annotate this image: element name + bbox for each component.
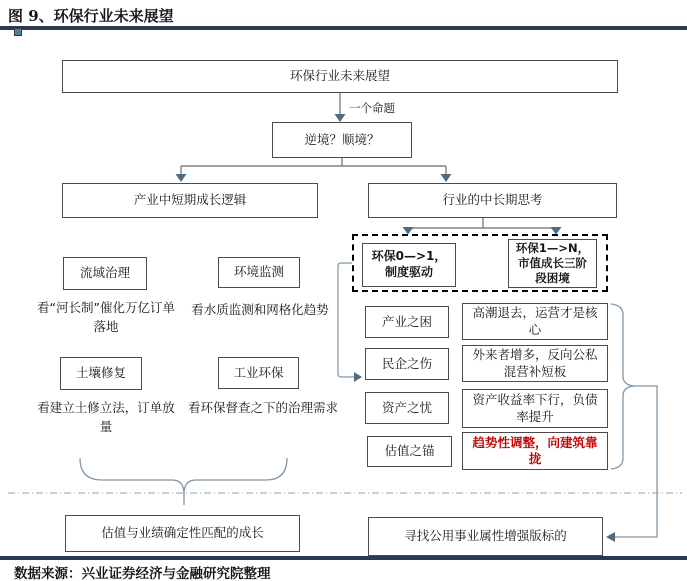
root-box: 环保行业未来展望 [62, 60, 618, 93]
left-item-desc-3: 看环保督查之下的治理需求 [188, 400, 339, 415]
footer-rule [0, 556, 687, 560]
left-item-box-3: 工业环保 [218, 357, 299, 389]
left-item-box-0: 流域治理 [63, 257, 147, 290]
left-item-box-1: 环境监测 [218, 257, 300, 288]
row-desc-2: 资产收益率下行，负债率提升 [462, 389, 608, 428]
row-label-1: 民企之伤 [365, 348, 449, 380]
left-item-desc-0: 看“河长制”催化万亿订单落地 [37, 300, 175, 335]
header-rule [0, 26, 687, 30]
teal-square-marker [14, 28, 22, 36]
row-desc-3: 趋势性调整，向建筑靠拢 [462, 432, 608, 470]
row-label-2: 资产之忧 [365, 392, 449, 424]
left-branch-title-box: 产业中短期成长逻辑 [62, 183, 318, 218]
edge-label: 一个命题 [349, 101, 395, 115]
row-label-0: 产业之困 [365, 306, 449, 338]
left-item-desc-2: 看建立土修立法，订单放量 [37, 400, 175, 435]
left-item-box-2: 土壤修复 [60, 357, 142, 390]
left-conclusion-box: 估值与业绩确定性匹配的成长 [65, 515, 300, 552]
row-desc-0: 高潮退去，运营才是核心 [462, 303, 608, 340]
data-source: 数据来源：兴业证券经济与金融研究院整理 [14, 566, 271, 581]
row-label-3: 估值之锚 [367, 436, 452, 467]
right-conclusion-box: 寻找公用事业属性增强版标的 [368, 517, 603, 556]
row-desc-1: 外来者增多，反向公私混营补短板 [462, 345, 608, 382]
stage-box-1: 环保1—>N，市值成长三阶段困境 [508, 239, 597, 288]
left-item-desc-1: 看水质监测和网格化趋势 [191, 302, 329, 317]
right-branch-title-box: 行业的中长期思考 [368, 183, 617, 218]
figure-title: 图 9、环保行业未来展望 [8, 7, 174, 25]
question-box: 逆境？顺境？ [272, 122, 412, 158]
stage-box-0: 环保0—>1，制度驱动 [362, 243, 456, 287]
